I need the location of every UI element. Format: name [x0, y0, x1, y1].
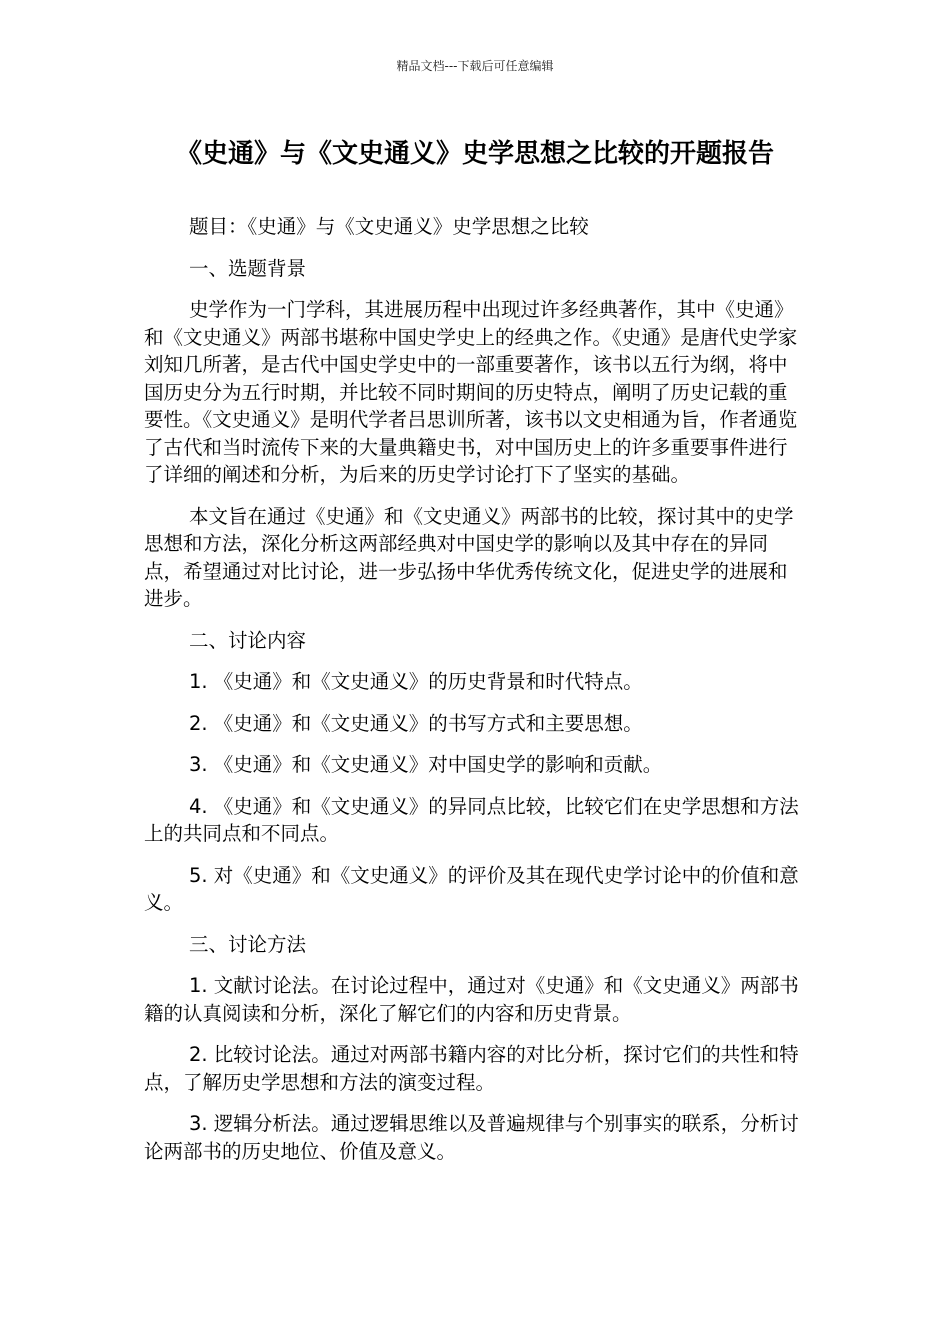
method-item-1: 1. 文献讨论法。在讨论过程中，通过对《史通》和《文史通义》两部书籍的认真阅读和分析，深化了解它们的内容和历史背景。 [144, 974, 799, 1025]
content-item-3: 3. 《史通》和《文史通义》对中国史学的影响和贡献。 [189, 753, 663, 776]
header-note: 精品文档---下载后可任意编辑 [396, 59, 554, 73]
content-item-1: 1. 《史通》和《文史通义》的历史背景和时代特点。 [189, 670, 643, 693]
method-item-3: 3. 逻辑分析法。通过逻辑思维以及普遍规律与个别事实的联系，分析讨论两部书的历史地位、价值及意义。 [144, 1112, 799, 1163]
method-item-2: 2. 比较讨论法。通过对两部书籍内容的对比分析，探讨它们的共性和特点，了解历史学思想和方法的演变过程。 [144, 1043, 799, 1094]
content-item-2: 2. 《史通》和《文史通义》的书写方式和主要思想。 [189, 711, 643, 735]
topic-line: 题目：《史通》与《文史通义》史学思想之比较 [189, 215, 589, 238]
section-heading-background: 一、选题背景 [189, 256, 307, 280]
section-heading-methods: 三、讨论方法 [189, 932, 307, 956]
background-paragraph-2: 本文旨在通过《史通》和《文史通义》两部书的比较，探讨其中的史学思想和方法，深化分析这两部经典对中国史学的影响以及其中存在的异同点，希望通过对比讨论，进一步弘扬中华优秀传统文化，促进史学的进展和进步。 [144, 504, 794, 610]
content-item-4: 4. 《史通》和《文史通义》的异同点比较，比较它们在史学思想和方法上的共同点和不同点。 [144, 794, 799, 845]
document-title: 《史通》与《文史通义》史学思想之比较的开题报告 [175, 139, 774, 169]
section-heading-content: 二、讨论内容 [189, 628, 307, 652]
content-item-5: 5. 对《史通》和《文史通义》的评价及其在现代史学讨论中的价值和意义。 [144, 863, 799, 914]
document-body [144, 213, 806, 1179]
background-paragraph-1: 史学作为一门学科，其进展历程中出现过许多经典著作，其中《史通》和《文史通义》两部书堪称中国史学史上的经典之作。《史通》是唐代史学家刘知几所著，是古代中国史学史中的一部重要著作，该书以五行为纲，将中国历史分为五行时期，并比较不同时期间的历史特点，阐明了历史记载的重要性。《文史通义》是明代学者吕思训所著，该书以文史相通为旨，作者通览了古代和当时流传下来的大量典籍史书，对中国历史上的许多重要事件进行了详细的阐述和分析，为后来的历史学讨论打下了坚实的基础。 [144, 298, 798, 486]
